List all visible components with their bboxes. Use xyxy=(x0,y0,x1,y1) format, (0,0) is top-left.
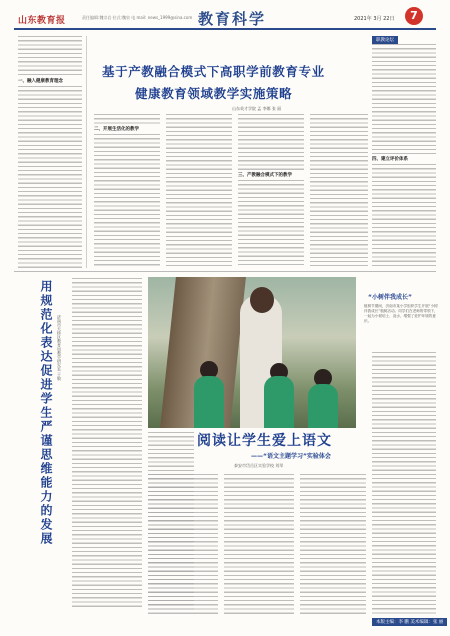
text-column-6 xyxy=(372,44,436,266)
news-photo xyxy=(148,277,356,428)
side-text-column xyxy=(72,278,142,608)
photo-caption-text: 植树节期间，济南市某小学组织学生开展“小树伴我成长”植树活动。同学们在老师的带领下，一起为小树培土、浇水，增强了爱护环境的意识。 xyxy=(364,304,438,323)
photo-caption-title: “小树伴我成长” xyxy=(368,294,412,301)
subhead-4: 四、建立评价体系 xyxy=(372,157,408,162)
lower-text-column-3 xyxy=(224,474,294,614)
lower-subtitle: ——“语文主题学习”实验体会 xyxy=(251,453,331,460)
subhead-3: 三、产教融合模式下的教学 xyxy=(238,173,292,178)
column-divider xyxy=(86,36,87,268)
side-headline: 用规范化表达促进学生严谨思维能力的发展 xyxy=(39,280,53,546)
section-title: 教育科学 xyxy=(198,10,267,28)
main-headline-line2: 健康教育领域教学实施策略 xyxy=(135,86,293,101)
side-byline: 济南市天桥区教育局教学研究室 于敏 xyxy=(57,315,62,381)
masthead-rule xyxy=(14,28,436,30)
text-column-2 xyxy=(94,114,160,266)
lower-text-column-4 xyxy=(300,474,366,614)
main-byline: 山东英才学院 孟 李娜 张 丽 xyxy=(232,106,282,111)
section-divider xyxy=(14,271,436,272)
issue-date: 2021年 3月 22日 xyxy=(354,16,395,22)
text-column-5 xyxy=(310,114,368,266)
footer-editor-tag: 本版主编：李 鹏 美术编辑：张 丽 xyxy=(372,618,447,626)
text-column-4 xyxy=(238,114,304,266)
page-number-badge: 7 xyxy=(405,7,423,25)
text-column-3 xyxy=(166,114,232,266)
lower-headline: 阅读让学生爱上语文 xyxy=(197,433,332,449)
subhead-2: 二、开展生活化的教学 xyxy=(94,127,139,132)
masthead-info: 责任编辑:魏宗岩 拉式:魏泉 电 mail: news_1999@sina.com xyxy=(82,15,193,20)
text-column-1 xyxy=(18,36,82,268)
lower-text-column-2 xyxy=(148,474,218,614)
column-tag: 职教论坛 xyxy=(372,36,398,44)
lower-text-column-5 xyxy=(372,352,436,614)
lower-byline: 泰安市岱岳区实验学校 刘翠 xyxy=(234,463,284,468)
main-headline-line1: 基于产教融合模式下高职学前教育专业 xyxy=(102,64,325,79)
newspaper-logo: 山东教育报 xyxy=(18,16,66,26)
subhead-1: 一、融入健康教育理念 xyxy=(18,79,63,84)
